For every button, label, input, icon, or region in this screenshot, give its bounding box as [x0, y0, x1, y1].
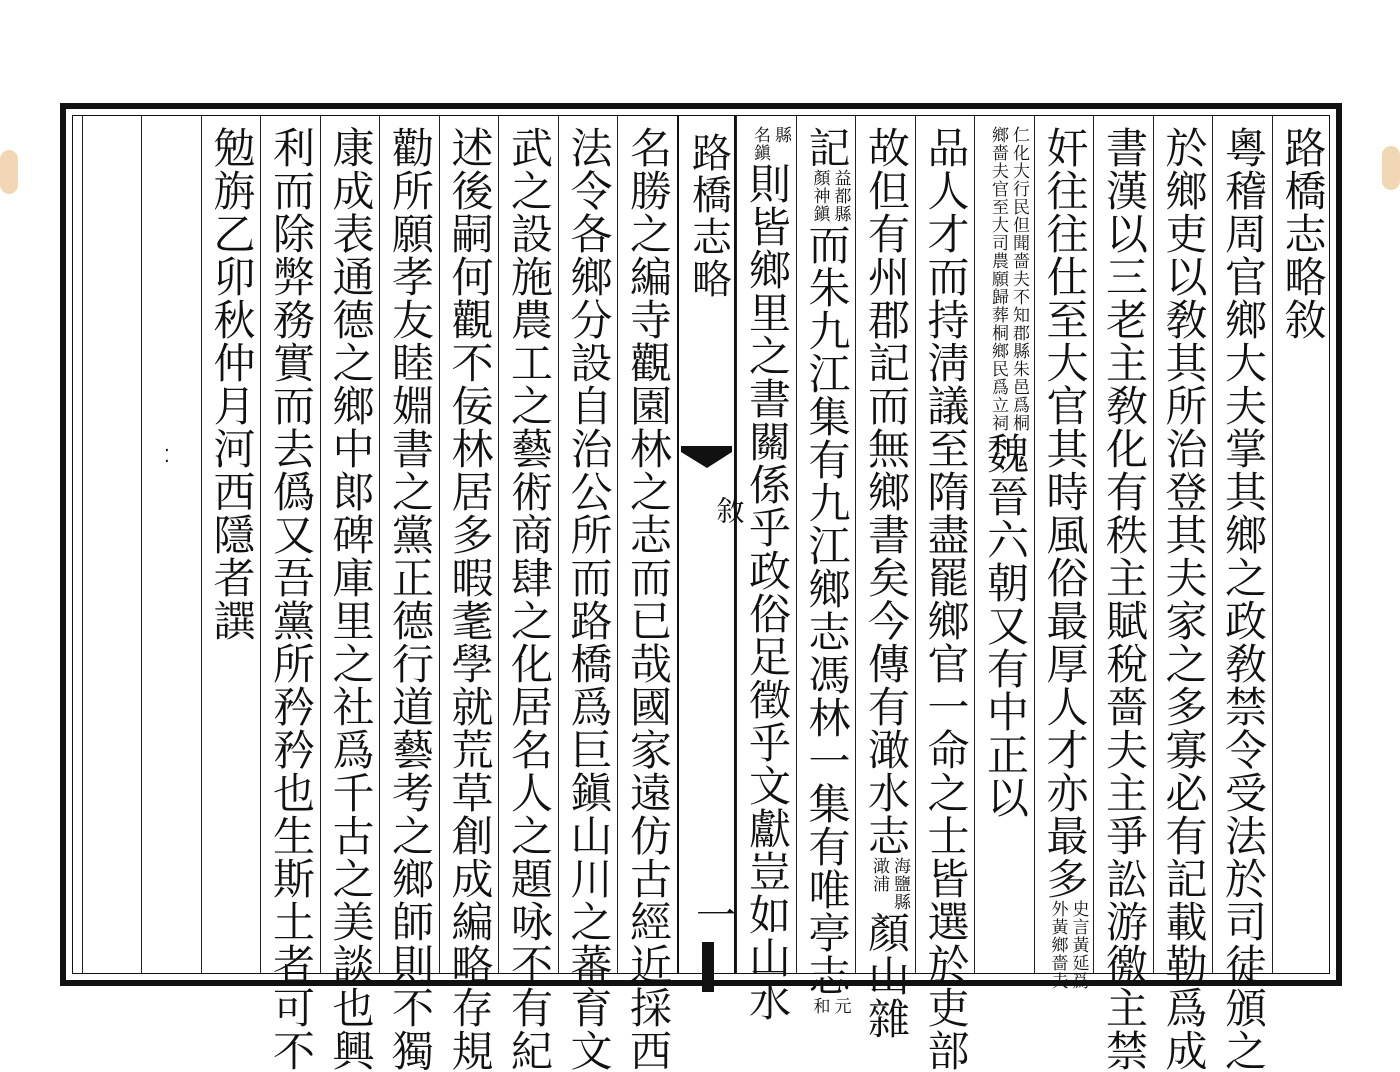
- page-stain-right: [1382, 146, 1400, 190]
- text-column-16: [260, 116, 320, 1072]
- spine-column: [677, 116, 746, 973]
- fish-tail-mark-icon: [681, 446, 732, 490]
- ink-mark: ⁚: [164, 446, 170, 467]
- column-text: 書漢以三老主敎化有秩主賦稅嗇夫主爭訟游徼主禁: [1100, 126, 1149, 1072]
- text-column-6: [915, 116, 975, 1072]
- spine-title: 路橋志略: [685, 132, 732, 300]
- column-text: 於鄉吏以敎其所治登其夫家之多寡必有記載勒爲成: [1159, 126, 1209, 1072]
- annotation: 縣 名鎭: [750, 126, 791, 162]
- text-column-8: [796, 116, 856, 1015]
- text-column-17: [201, 116, 261, 973]
- text-column-11: [558, 116, 618, 1072]
- column-text: 武之設施農工之藝術商肆之化居名人之題咏不有紀: [505, 126, 554, 1072]
- page-stain-left: [0, 150, 18, 194]
- column-text: 名勝之編寺觀園林之志而已哉國家遠仿古經近採西: [624, 126, 673, 1072]
- column-text: 法令各鄉分設自治公所而路橋爲巨鎭山川之蕃育文: [564, 126, 614, 1072]
- empty-column-2: [82, 116, 142, 973]
- text-column-2: [1153, 116, 1213, 1072]
- annotation: 海鹽縣 澉浦: [869, 857, 910, 911]
- text-block: [72, 115, 1330, 1072]
- annotation: 仁化大行民但聞嗇夫不知郡縣朱邑爲桐 鄉嗇夫官至大司農願歸葬桐鄉民爲立祠: [988, 126, 1029, 432]
- annotation: 史言黃延爲 外黃鄉嗇夫: [1047, 900, 1089, 990]
- page-frame: [60, 103, 1342, 1072]
- text-column-9: [736, 116, 796, 1022]
- column-text: 記 益都縣 顏神鎭 而朱九江集有九江鄉志馮林一集有唯亭志 元 和: [802, 126, 852, 1015]
- text-column-4: [1034, 116, 1094, 990]
- text-column-1: [1212, 116, 1272, 1072]
- annotation: 元 和: [809, 997, 851, 1015]
- spine-section: 敘: [712, 496, 746, 524]
- column-text: 品人才而持淸議至隋盡罷鄉官一命之士皆選於吏部: [921, 126, 971, 1072]
- column-text: 故但有州郡記而無鄉書矣今傳有澉水志 海鹽縣 澉浦 顏山雜: [862, 126, 911, 1040]
- text-column-13: [439, 116, 499, 1072]
- text-column-12: [498, 116, 558, 1072]
- text-column-3: [1093, 116, 1153, 1072]
- column-text: 奸往往仕至大官其時風俗最厚人才亦最多 史言黃延爲 外黃鄉嗇夫: [1040, 126, 1090, 990]
- text-column-14: [379, 116, 439, 1072]
- column-text: 勸所願孝友睦婣書之黨正德行道藝考之鄉師則不獨: [386, 126, 435, 1072]
- column-text: 仁化大行民但聞嗇夫不知郡縣朱邑爲桐 鄉嗇夫官至大司農願歸葬桐鄉民爲立祠 魏晉六朝又有中正以: [981, 126, 1030, 819]
- spine-bar: [702, 942, 714, 992]
- text-column-7: [855, 116, 915, 1040]
- column-text: 述後嗣何觀不佞林居多暇耄學就荒草創成編略存規: [445, 126, 495, 1072]
- column-text: 康成表通德之鄉中郞碑庫里之社爲千古之美談也興: [326, 126, 376, 1072]
- annotation: 益都縣 顏神鎭: [809, 169, 851, 223]
- column-text: 縣 名鎭 則皆鄉里之書關係乎政俗足徵乎文獻豈如山水: [743, 126, 792, 1022]
- text-column-10: [617, 116, 677, 1072]
- column-text: 利而除弊務實而去僞又吾黨所矜矜也生斯土者可不: [267, 126, 316, 1072]
- column-text: 勉旃乙卯秋仲月河西隱者譔: [207, 126, 257, 642]
- text-column-15: [320, 116, 380, 1072]
- column-text: 粵稽周官鄉大夫掌其鄉之政敎禁令受法於司徒頒之: [1219, 126, 1268, 1072]
- text-column-5: [974, 116, 1034, 973]
- page-number: 一: [689, 894, 736, 934]
- title-column: [1272, 116, 1332, 973]
- spine: [677, 116, 746, 973]
- empty-column-1: [141, 116, 201, 973]
- heading: 路橋志略敘: [1278, 126, 1328, 341]
